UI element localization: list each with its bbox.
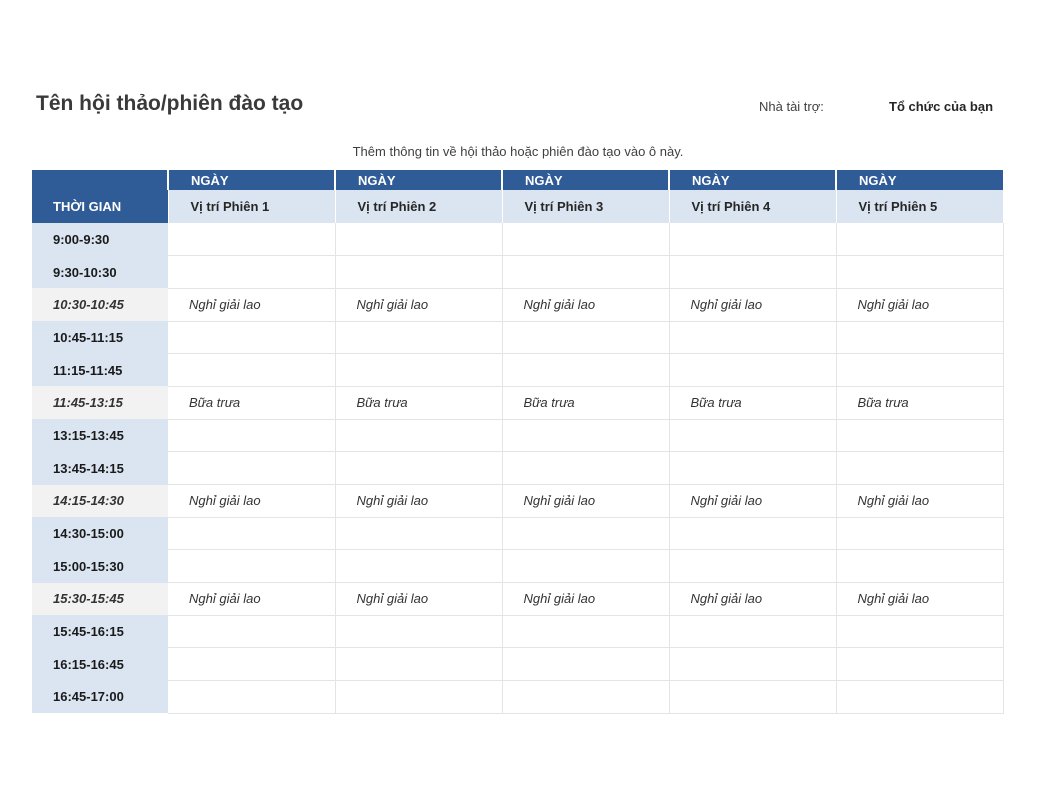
- schedule-cell[interactable]: [502, 419, 669, 452]
- schedule-cell[interactable]: [335, 256, 502, 289]
- schedule-cell[interactable]: [502, 256, 669, 289]
- time-slot-label: 16:45-17:00: [32, 681, 168, 714]
- schedule-cell[interactable]: [836, 256, 1003, 289]
- time-column-header: THỜI GIAN: [32, 190, 168, 223]
- break-row: [32, 583, 1003, 616]
- time-slot-row: [32, 615, 1003, 648]
- schedule-cell[interactable]: [502, 223, 669, 256]
- schedule-cell[interactable]: [335, 321, 502, 354]
- time-slot-row: [32, 681, 1003, 714]
- schedule-cell[interactable]: [669, 550, 836, 583]
- break-cell[interactable]: Nghỉ giải lao: [502, 583, 669, 616]
- time-slot-label: 14:15-14:30: [32, 485, 168, 518]
- session-header-row: [32, 190, 1003, 223]
- break-cell[interactable]: Nghỉ giải lao: [502, 485, 669, 518]
- time-slot-label: 13:15-13:45: [32, 419, 168, 452]
- break-cell[interactable]: Bữa trưa: [502, 386, 669, 419]
- break-cell[interactable]: Bữa trưa: [836, 386, 1003, 419]
- subtitle-text: Thêm thông tin về hội thảo hoặc phiên đào tạo vào ô này.: [352, 144, 684, 159]
- schedule-cell[interactable]: [836, 419, 1003, 452]
- schedule-cell[interactable]: [168, 615, 335, 648]
- day-header-row: [32, 170, 1003, 190]
- schedule-cell[interactable]: [502, 615, 669, 648]
- break-cell[interactable]: Nghỉ giải lao: [168, 288, 335, 321]
- schedule-cell[interactable]: [502, 321, 669, 354]
- time-slot-row: [32, 321, 1003, 354]
- schedule-cell[interactable]: [335, 517, 502, 550]
- session-header-3[interactable]: Vị trí Phiên 3: [502, 190, 669, 223]
- schedule-cell[interactable]: [335, 354, 502, 387]
- schedule-cell[interactable]: [168, 517, 335, 550]
- time-slot-row: [32, 354, 1003, 387]
- time-slot-row: [32, 648, 1003, 681]
- day-label[interactable]: NGÀY: [168, 170, 335, 190]
- schedule-cell[interactable]: [335, 681, 502, 714]
- break-cell[interactable]: Nghỉ giải lao: [168, 583, 335, 616]
- session-header-2[interactable]: Vị trí Phiên 2: [335, 190, 502, 223]
- break-cell[interactable]: Bữa trưa: [168, 386, 335, 419]
- break-cell[interactable]: Nghỉ giải lao: [502, 288, 669, 321]
- schedule-cell[interactable]: [502, 681, 669, 714]
- schedule-cell[interactable]: [168, 256, 335, 289]
- break-cell[interactable]: Nghỉ giải lao: [335, 583, 502, 616]
- schedule-cell[interactable]: [335, 223, 502, 256]
- schedule-cell[interactable]: [669, 419, 836, 452]
- break-row: [32, 386, 1003, 419]
- page-title: Tên hội thảo/phiên đào tạo: [36, 92, 304, 115]
- break-cell[interactable]: Nghỉ giải lao: [669, 288, 836, 321]
- break-row: [32, 288, 1003, 321]
- schedule-cell[interactable]: [669, 354, 836, 387]
- schedule-cell[interactable]: [168, 354, 335, 387]
- session-header-5[interactable]: Vị trí Phiên 5: [836, 190, 1003, 223]
- sponsor-label: Nhà tài trợ:: [759, 99, 824, 114]
- schedule-cell[interactable]: [335, 419, 502, 452]
- subtitle[interactable]: [0, 144, 1038, 159]
- schedule-cell[interactable]: [669, 321, 836, 354]
- schedule-cell[interactable]: [335, 550, 502, 583]
- schedule-cell[interactable]: [836, 223, 1003, 256]
- schedule-cell[interactable]: [669, 223, 836, 256]
- schedule-cell[interactable]: [168, 223, 335, 256]
- schedule-cell[interactable]: [669, 648, 836, 681]
- break-cell[interactable]: Nghỉ giải lao: [836, 288, 1003, 321]
- schedule-cell[interactable]: [168, 452, 335, 485]
- schedule-cell[interactable]: [168, 550, 335, 583]
- time-slot-label: 14:30-15:00: [32, 517, 168, 550]
- schedule-cell[interactable]: [669, 681, 836, 714]
- break-cell[interactable]: Bữa trưa: [669, 386, 836, 419]
- time-slot-row: [32, 419, 1003, 452]
- schedule-cell[interactable]: [335, 648, 502, 681]
- time-slot-label: 16:15-16:45: [32, 648, 168, 681]
- day-label[interactable]: NGÀY: [836, 170, 1003, 190]
- break-cell[interactable]: Bữa trưa: [335, 386, 502, 419]
- session-header-1[interactable]: Vị trí Phiên 1: [168, 190, 335, 223]
- schedule-cell[interactable]: [502, 648, 669, 681]
- schedule-cell[interactable]: [836, 321, 1003, 354]
- schedule-cell[interactable]: [502, 452, 669, 485]
- schedule-cell[interactable]: [669, 615, 836, 648]
- time-slot-label: 10:45-11:15: [32, 321, 168, 354]
- time-slot-label: 13:45-14:15: [32, 452, 168, 485]
- time-slot-label: 15:30-15:45: [32, 583, 168, 616]
- schedule-cell[interactable]: [502, 517, 669, 550]
- time-slot-label: 15:00-15:30: [32, 550, 168, 583]
- break-cell[interactable]: Nghỉ giải lao: [335, 485, 502, 518]
- break-cell[interactable]: Nghỉ giải lao: [335, 288, 502, 321]
- break-row: [32, 485, 1003, 518]
- time-slot-row: [32, 517, 1003, 550]
- schedule-cell[interactable]: [836, 615, 1003, 648]
- corner-cell: [32, 170, 168, 190]
- schedule-cell[interactable]: [669, 256, 836, 289]
- schedule-cell[interactable]: [669, 452, 836, 485]
- day-label[interactable]: NGÀY: [335, 170, 502, 190]
- time-slot-row: [32, 256, 1003, 289]
- schedule-cell[interactable]: [836, 681, 1003, 714]
- break-cell[interactable]: Nghỉ giải lao: [168, 485, 335, 518]
- schedule-cell[interactable]: [836, 452, 1003, 485]
- time-slot-label: 11:15-11:45: [32, 354, 168, 387]
- schedule-cell[interactable]: [502, 550, 669, 583]
- schedule-cell[interactable]: [836, 354, 1003, 387]
- schedule-cell[interactable]: [335, 452, 502, 485]
- schedule-table: [32, 170, 1004, 714]
- schedule-cell[interactable]: [502, 354, 669, 387]
- time-slot-row: [32, 452, 1003, 485]
- schedule-cell[interactable]: [168, 419, 335, 452]
- time-slot-label: 11:45-13:15: [32, 386, 168, 419]
- break-cell[interactable]: Nghỉ giải lao: [669, 583, 836, 616]
- schedule-cell[interactable]: [836, 517, 1003, 550]
- schedule-cell[interactable]: [669, 517, 836, 550]
- time-slot-label: 9:30-10:30: [32, 256, 168, 289]
- sponsor-value[interactable]: Tổ chức của bạn: [889, 99, 994, 114]
- time-slot-row: [32, 550, 1003, 583]
- break-cell[interactable]: Nghỉ giải lao: [836, 583, 1003, 616]
- schedule-cell[interactable]: [168, 681, 335, 714]
- day-label[interactable]: NGÀY: [669, 170, 836, 190]
- time-slot-row: [32, 223, 1003, 256]
- time-slot-label: 9:00-9:30: [32, 223, 168, 256]
- time-slot-label: 15:45-16:15: [32, 615, 168, 648]
- day-label[interactable]: NGÀY: [502, 170, 669, 190]
- schedule-cell[interactable]: [168, 648, 335, 681]
- schedule-cell[interactable]: [335, 615, 502, 648]
- break-cell[interactable]: Nghỉ giải lao: [836, 485, 1003, 518]
- schedule-cell[interactable]: [836, 550, 1003, 583]
- schedule-cell[interactable]: [836, 648, 1003, 681]
- schedule-cell[interactable]: [168, 321, 335, 354]
- time-slot-label: 10:30-10:45: [32, 288, 168, 321]
- session-header-4[interactable]: Vị trí Phiên 4: [669, 190, 836, 223]
- break-cell[interactable]: Nghỉ giải lao: [669, 485, 836, 518]
